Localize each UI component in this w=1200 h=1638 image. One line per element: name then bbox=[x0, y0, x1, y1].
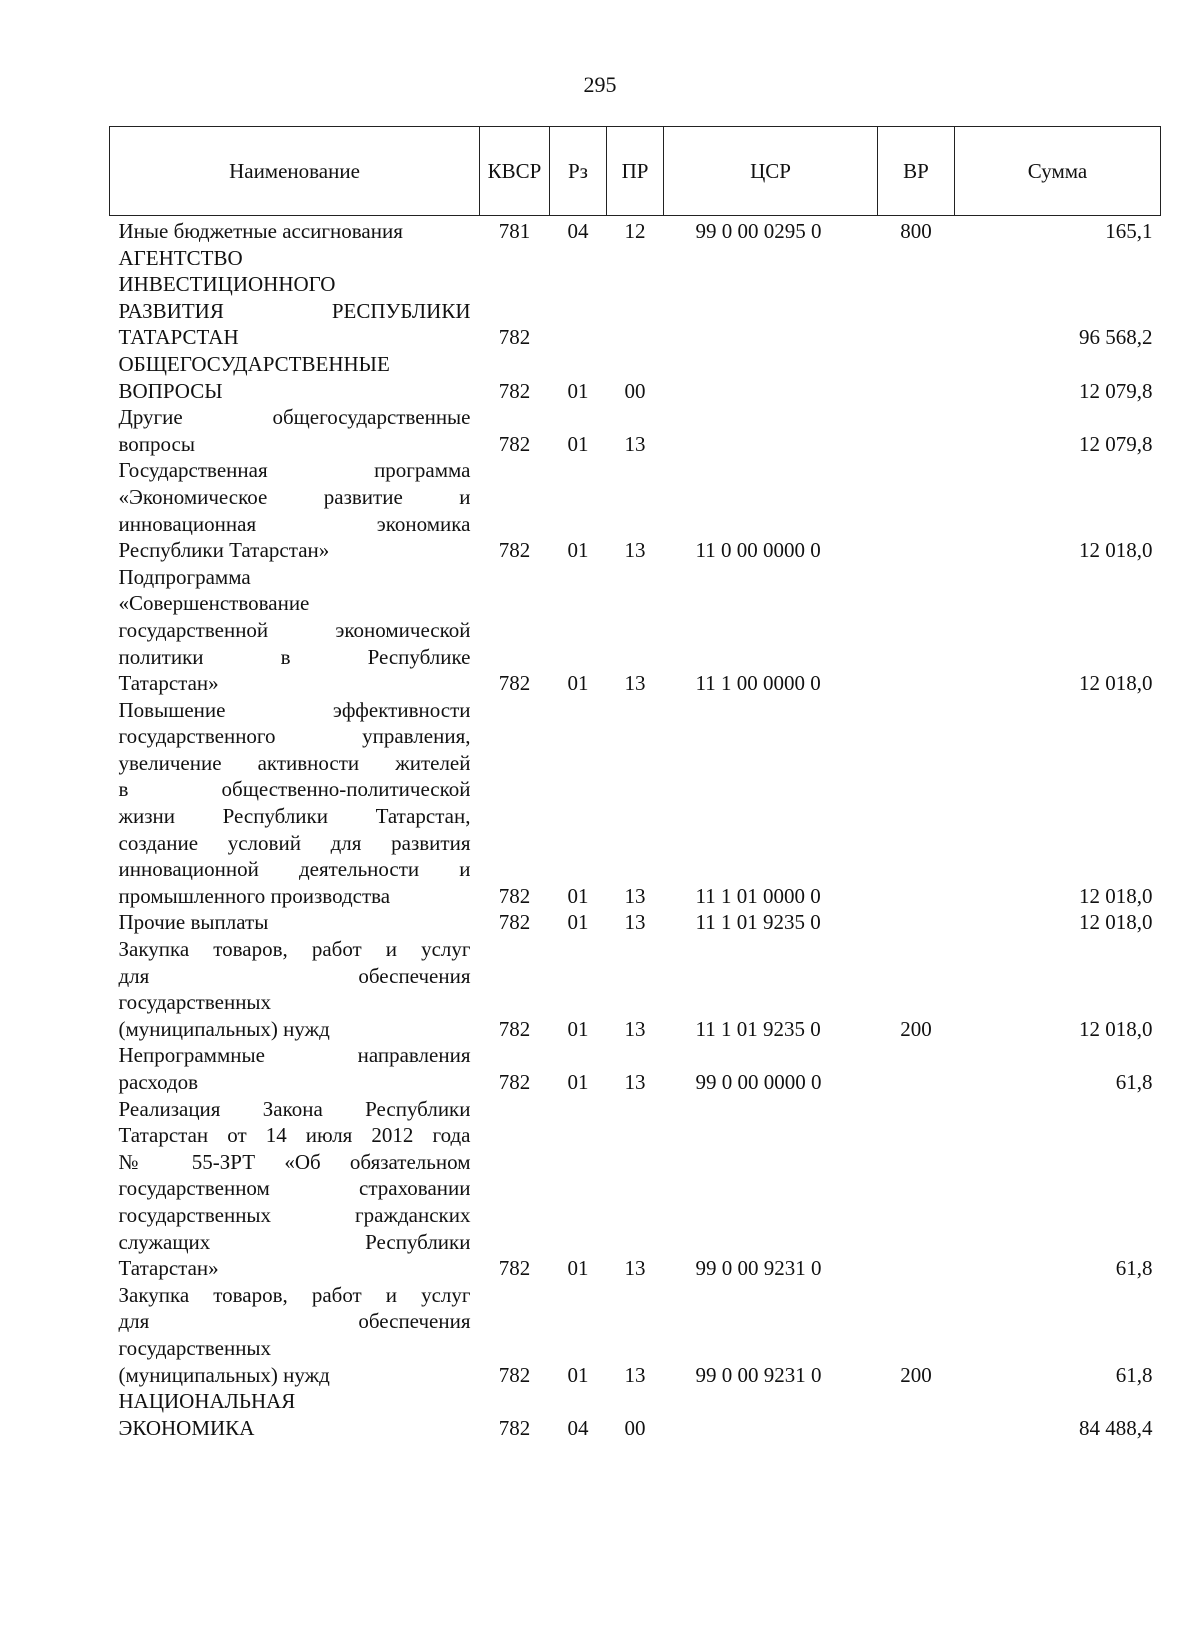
row-name-cell bbox=[110, 1388, 480, 1441]
row-rz-cell: 04 bbox=[567, 1415, 589, 1440]
row-name-line: НАЦИОНАЛЬНАЯ bbox=[118, 1389, 296, 1414]
row-sum-cell: 61,8 bbox=[1115, 1362, 1153, 1387]
column-header-csr: ЦСР bbox=[664, 127, 878, 216]
column-header-sum: Сумма bbox=[955, 127, 1161, 216]
row-pr-cell: 12 bbox=[624, 219, 646, 243]
row-name-line: для обеспечения bbox=[118, 963, 471, 988]
row-name-line: АГЕНТСТВО bbox=[118, 245, 243, 270]
row-name-cell bbox=[110, 697, 480, 910]
row-csr-cell bbox=[664, 351, 878, 404]
row-rz-cell bbox=[550, 245, 607, 351]
row-name-line: ОБЩЕГОСУДАРСТВЕННЫЕ bbox=[118, 351, 390, 376]
row-csr-cell bbox=[664, 404, 878, 457]
row-vr-cell bbox=[878, 404, 955, 457]
row-vr-cell: 200 bbox=[900, 1016, 932, 1041]
row-name-line: Иные бюджетные ассигнования bbox=[118, 219, 403, 243]
table-header bbox=[110, 127, 1161, 216]
row-name-line: государственных bbox=[118, 1335, 272, 1360]
row-kvsr-cell: 782 bbox=[498, 1070, 531, 1094]
row-pr-cell: 13 bbox=[624, 1016, 646, 1041]
row-kvsr-cell: 782 bbox=[498, 1256, 531, 1281]
row-rz-cell: 01 bbox=[567, 538, 589, 563]
row-sum-cell: 12 079,8 bbox=[1079, 431, 1153, 456]
page-number: 295 bbox=[583, 72, 617, 97]
row-name-line: ЭКОНОМИКА bbox=[118, 1415, 255, 1440]
row-name-cell bbox=[110, 909, 480, 936]
row-name-line: Повышение эффективности bbox=[118, 697, 471, 722]
row-name-line: (муниципальных) нужд bbox=[118, 1016, 330, 1041]
row-vr-cell: 800 bbox=[900, 219, 932, 243]
row-rz-cell: 01 bbox=[567, 1256, 589, 1281]
row-name-cell bbox=[110, 1282, 480, 1388]
row-name-cell bbox=[110, 564, 480, 697]
row-name-line: Другие общегосударственные bbox=[118, 405, 471, 430]
row-vr-cell bbox=[878, 1096, 955, 1282]
table-row bbox=[110, 909, 1161, 936]
row-kvsr-cell: 782 bbox=[498, 1415, 531, 1440]
row-name-line: ИНВЕСТИЦИОННОГО bbox=[118, 272, 336, 297]
row-rz-cell: 04 bbox=[567, 219, 589, 243]
table-row bbox=[110, 697, 1161, 910]
row-name-line: «Экономическое развитие и bbox=[118, 484, 471, 509]
row-kvsr-cell: 782 bbox=[498, 538, 531, 563]
row-vr-cell bbox=[878, 1388, 955, 1441]
row-kvsr-cell: 782 bbox=[498, 1016, 531, 1041]
row-pr-cell: 13 bbox=[624, 1362, 646, 1387]
row-pr-cell: 13 bbox=[624, 883, 646, 908]
row-name-line: Подпрограмма bbox=[118, 564, 251, 589]
row-name-line: в общественно-политической bbox=[118, 777, 471, 802]
table-row bbox=[110, 351, 1161, 404]
table-row bbox=[110, 936, 1161, 1042]
row-sum-cell: 84 488,4 bbox=[1079, 1415, 1153, 1440]
row-name-cell bbox=[110, 1042, 480, 1095]
row-name-cell bbox=[110, 245, 480, 351]
row-vr-cell bbox=[878, 457, 955, 563]
row-name-line: государственных bbox=[118, 990, 272, 1015]
row-vr-cell bbox=[878, 697, 955, 910]
row-name-line: создание условий для развития bbox=[118, 830, 471, 855]
row-name-line: служащих Республики bbox=[118, 1229, 471, 1254]
row-rz-cell: 01 bbox=[567, 1016, 589, 1041]
row-csr-cell: 99 0 00 0000 0 bbox=[695, 1070, 822, 1094]
row-kvsr-cell: 782 bbox=[498, 883, 531, 908]
row-name-line: вопросы bbox=[118, 431, 195, 456]
row-sum-cell: 61,8 bbox=[1115, 1070, 1153, 1094]
row-kvsr-cell: 782 bbox=[498, 325, 531, 350]
table-row bbox=[110, 1096, 1161, 1282]
row-csr-cell: 11 1 01 0000 0 bbox=[695, 883, 821, 908]
row-pr-cell: 13 bbox=[624, 1256, 646, 1281]
row-name-cell bbox=[110, 351, 480, 404]
table-row bbox=[110, 457, 1161, 563]
row-rz-cell: 01 bbox=[567, 431, 589, 456]
row-name-line: Татарстан» bbox=[118, 671, 219, 696]
table-row bbox=[110, 1042, 1161, 1095]
row-pr-cell: 00 bbox=[624, 378, 646, 403]
row-name-line: Государственная программа bbox=[118, 458, 471, 483]
row-name-line: Татарстан от 14 июля 2012 года bbox=[118, 1123, 471, 1148]
column-header-kvsr: КВСР bbox=[480, 127, 550, 216]
table-row bbox=[110, 564, 1161, 697]
row-name-cell bbox=[110, 936, 480, 1042]
row-name-line: Реализация Закона Республики bbox=[118, 1096, 471, 1121]
row-name-line: государственных гражданских bbox=[118, 1202, 471, 1227]
row-kvsr-cell: 782 bbox=[498, 671, 531, 696]
row-name-cell bbox=[110, 216, 480, 245]
column-header-rz: Рз bbox=[550, 127, 607, 216]
row-vr-cell bbox=[878, 1042, 955, 1095]
row-rz-cell: 01 bbox=[567, 910, 589, 935]
row-kvsr-cell: 782 bbox=[498, 431, 531, 456]
row-name-cell bbox=[110, 457, 480, 563]
table-body bbox=[110, 216, 1161, 1442]
row-rz-cell: 01 bbox=[567, 378, 589, 403]
row-csr-cell bbox=[664, 1388, 878, 1441]
row-rz-cell: 01 bbox=[567, 1362, 589, 1387]
row-name-line: Прочие выплаты bbox=[118, 910, 269, 935]
row-csr-cell: 99 0 00 0295 0 bbox=[695, 219, 822, 243]
row-vr-cell: 200 bbox=[900, 1362, 932, 1387]
header-row bbox=[110, 127, 1161, 216]
row-sum-cell: 12 079,8 bbox=[1079, 378, 1153, 403]
column-header-vr: ВР bbox=[878, 127, 955, 216]
column-header-pr: ПР bbox=[607, 127, 664, 216]
row-vr-cell bbox=[878, 564, 955, 697]
table-row bbox=[110, 1282, 1161, 1388]
table-row bbox=[110, 404, 1161, 457]
row-kvsr-cell: 782 bbox=[498, 378, 531, 403]
row-kvsr-cell: 781 bbox=[498, 219, 531, 243]
row-name-line: расходов bbox=[118, 1070, 199, 1094]
row-pr-cell: 13 bbox=[624, 538, 646, 563]
row-name-line: государственном страховании bbox=[118, 1176, 471, 1201]
row-name-line: инновационная экономика bbox=[118, 511, 471, 536]
row-name-line: увеличение активности жителей bbox=[118, 750, 471, 775]
row-name-line: Татарстан» bbox=[118, 1256, 219, 1281]
row-name-line: Непрограммные направления bbox=[118, 1043, 471, 1068]
row-pr-cell: 13 bbox=[624, 910, 646, 935]
row-sum-cell: 12 018,0 bbox=[1079, 883, 1153, 908]
row-vr-cell bbox=[878, 909, 955, 936]
row-pr-cell: 00 bbox=[624, 1415, 646, 1440]
table-row bbox=[110, 216, 1161, 245]
row-csr-cell: 99 0 00 9231 0 bbox=[695, 1256, 822, 1281]
row-name-line: государственного управления, bbox=[118, 724, 471, 749]
row-name-line: ВОПРОСЫ bbox=[118, 378, 223, 403]
row-csr-cell: 11 1 00 0000 0 bbox=[695, 671, 821, 696]
row-name-line: политики в Республике bbox=[118, 644, 471, 669]
row-rz-cell: 01 bbox=[567, 671, 589, 696]
row-csr-cell bbox=[664, 245, 878, 351]
row-name-line: для обеспечения bbox=[118, 1309, 471, 1334]
row-name-line: № 55-ЗРТ «Об обязательном bbox=[118, 1149, 471, 1174]
table-row bbox=[110, 245, 1161, 351]
row-rz-cell: 01 bbox=[567, 1070, 589, 1094]
row-sum-cell: 12 018,0 bbox=[1079, 538, 1153, 563]
row-name-line: ТАТАРСТАН bbox=[118, 325, 239, 350]
row-name-line: Закупка товаров, работ и услуг bbox=[118, 937, 471, 962]
row-sum-cell: 12 018,0 bbox=[1079, 1016, 1153, 1041]
row-sum-cell: 12 018,0 bbox=[1079, 910, 1153, 935]
row-name-line: «Совершенствование bbox=[118, 591, 310, 616]
row-pr-cell: 13 bbox=[624, 431, 646, 456]
table-row bbox=[110, 1388, 1161, 1441]
row-name-line: (муниципальных) нужд bbox=[118, 1362, 330, 1387]
column-header-name: Наименование bbox=[110, 127, 480, 216]
row-rz-cell: 01 bbox=[567, 883, 589, 908]
row-pr-cell: 13 bbox=[624, 1070, 646, 1094]
row-name-line: РАЗВИТИЯ РЕСПУБЛИКИ bbox=[118, 298, 471, 323]
row-name-cell bbox=[110, 1096, 480, 1282]
row-kvsr-cell: 782 bbox=[498, 910, 531, 935]
row-name-line: промышленного производства bbox=[118, 883, 391, 908]
row-csr-cell: 11 0 00 0000 0 bbox=[695, 538, 821, 563]
row-name-line: Республики Татарстан» bbox=[118, 538, 330, 563]
row-name-line: Закупка товаров, работ и услуг bbox=[118, 1282, 471, 1307]
row-kvsr-cell: 782 bbox=[498, 1362, 531, 1387]
budget-table bbox=[109, 126, 1161, 1441]
row-csr-cell: 99 0 00 9231 0 bbox=[695, 1362, 822, 1387]
row-pr-cell bbox=[607, 245, 664, 351]
row-csr-cell: 11 1 01 9235 0 bbox=[695, 1016, 821, 1041]
row-name-line: инновационной деятельности и bbox=[118, 857, 471, 882]
row-pr-cell: 13 bbox=[624, 671, 646, 696]
row-sum-cell: 61,8 bbox=[1115, 1256, 1153, 1281]
row-name-line: жизни Республики Татарстан, bbox=[118, 804, 471, 829]
row-name-cell bbox=[110, 404, 480, 457]
row-sum-cell: 165,1 bbox=[1105, 219, 1153, 243]
row-sum-cell: 12 018,0 bbox=[1079, 671, 1153, 696]
row-vr-cell bbox=[878, 245, 955, 351]
row-sum-cell: 96 568,2 bbox=[1079, 325, 1153, 350]
row-csr-cell: 11 1 01 9235 0 bbox=[695, 910, 821, 935]
row-name-line: государственной экономической bbox=[118, 617, 471, 642]
row-vr-cell bbox=[878, 351, 955, 404]
